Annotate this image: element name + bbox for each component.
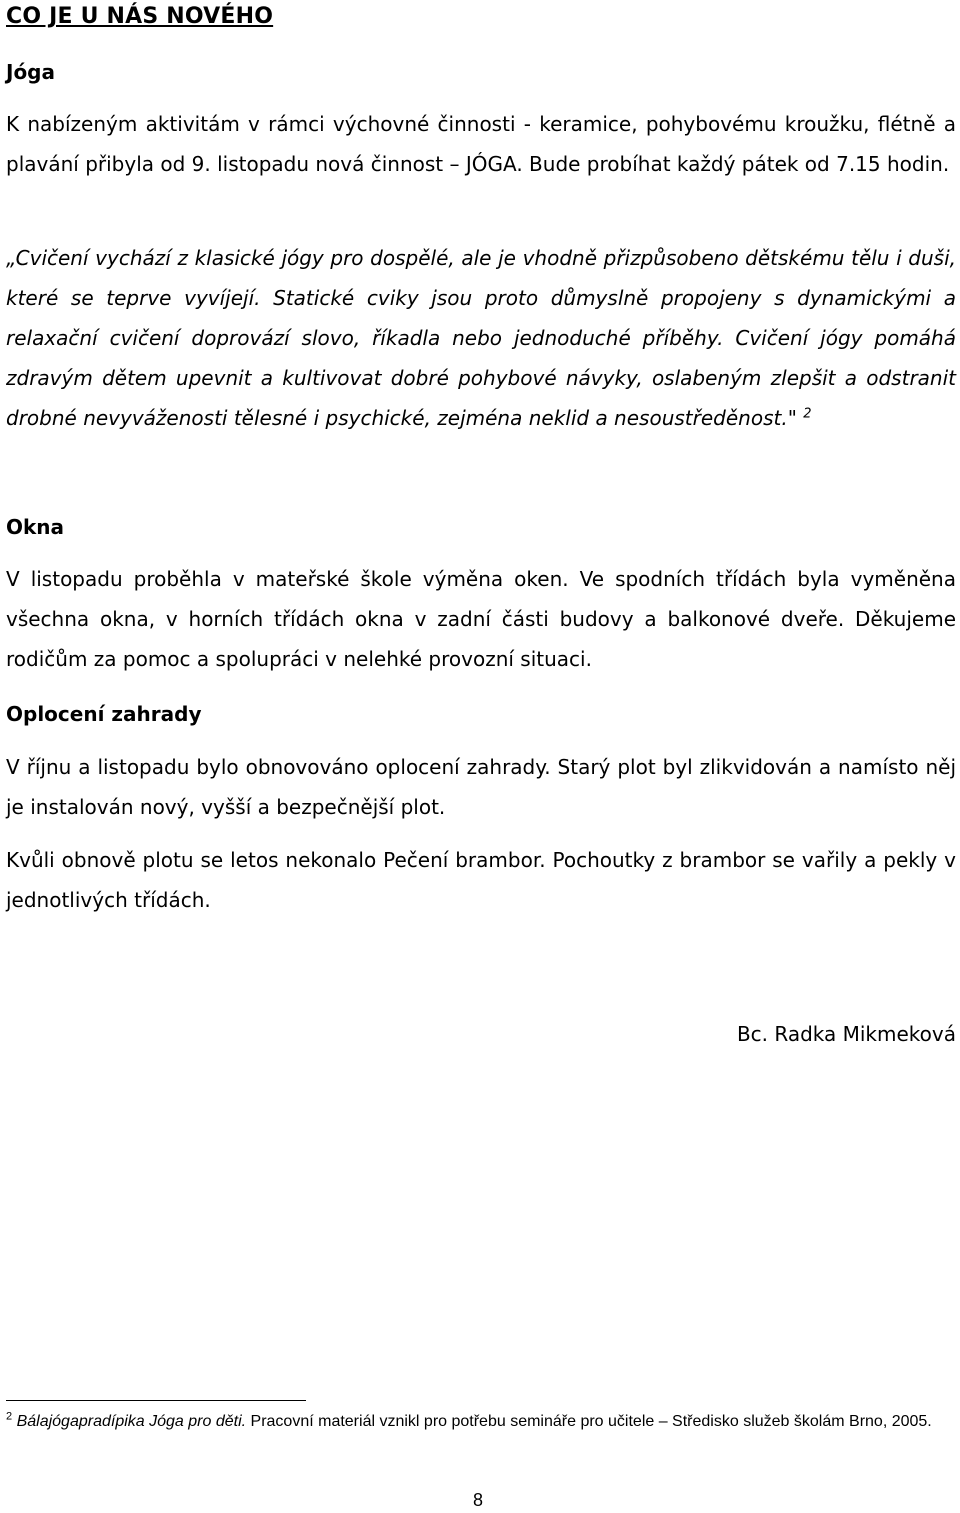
fence-paragraph-2: Kvůli obnově plotu se letos nekonalo Pečení brambor. Pochoutky z brambor se vařily a pekly v jednotlivých třídách. xyxy=(6,848,956,912)
section-heading-fence: Oplocení zahrady xyxy=(6,702,202,726)
footnote-text: Pracovní materiál vznikl pro potřebu semináře pro učitele – Středisko služeb školám Brno, 2005. xyxy=(246,1413,932,1430)
yoga-intro-paragraph: K nabízeným aktivitám v rámci výchovné činnosti - keramice, pohybovému kroužku, flétně a plavání přibyla od 9. listopadu nová činnost – JÓGA. Bude probíhat každý pátek od 7.15 hodin. xyxy=(6,112,956,176)
section-heading-windows: Okna xyxy=(6,515,65,539)
windows-paragraph: V listopadu proběhla v mateřské škole výměna oken. Ve spodních třídách byla vyměněna všechna okna, v horních třídách okna v zadní části budovy a balkonové dveře. Děkujeme rodičům za pomoc a spolupráci v nelehké provozní situaci. xyxy=(6,567,956,671)
author-signature: Bc. Radka Mikmeková xyxy=(736,1022,956,1046)
yoga-quote-paragraph xyxy=(6,238,956,438)
footnote xyxy=(6,1408,956,1436)
page-title: CO JE U NÁS NOVÉHO xyxy=(6,4,274,29)
footnote-number: 2 xyxy=(6,1410,13,1423)
yoga-quote-text: „Cvičení vychází z klasické jógy pro dospělé, ale je vhodně přizpůsobeno dětskému tělu i duši, které se teprve vyvíjejí. Statické cviky jsou proto důmyslně propojeny s dynamickými a relaxační cvičení doprovází slovo, říkadla nebo jednoduché příběhy. Cvičení jógy pomáhá zdravým dětem upevnit a kultivovat dobré pohybové návyky, oslabeným zlepšit a odstranit drobné nevyváženosti tělesné i psychické, zejména neklid a nesoustředěnost." xyxy=(6,246,956,430)
section-heading-yoga: Jóga xyxy=(6,60,55,84)
footnote-italic-title: Bálajógapradípika Jóga pro děti. xyxy=(16,1413,247,1430)
page-number: 8 xyxy=(473,1490,484,1510)
footnote-separator xyxy=(6,1400,306,1401)
footnote-reference: 2 xyxy=(803,406,812,422)
fence-paragraph-1: V říjnu a listopadu bylo obnovováno oplocení zahrady. Starý plot byl zlikvidován a namísto něj je instalován nový, vyšší a bezpečnější plot. xyxy=(6,755,956,819)
